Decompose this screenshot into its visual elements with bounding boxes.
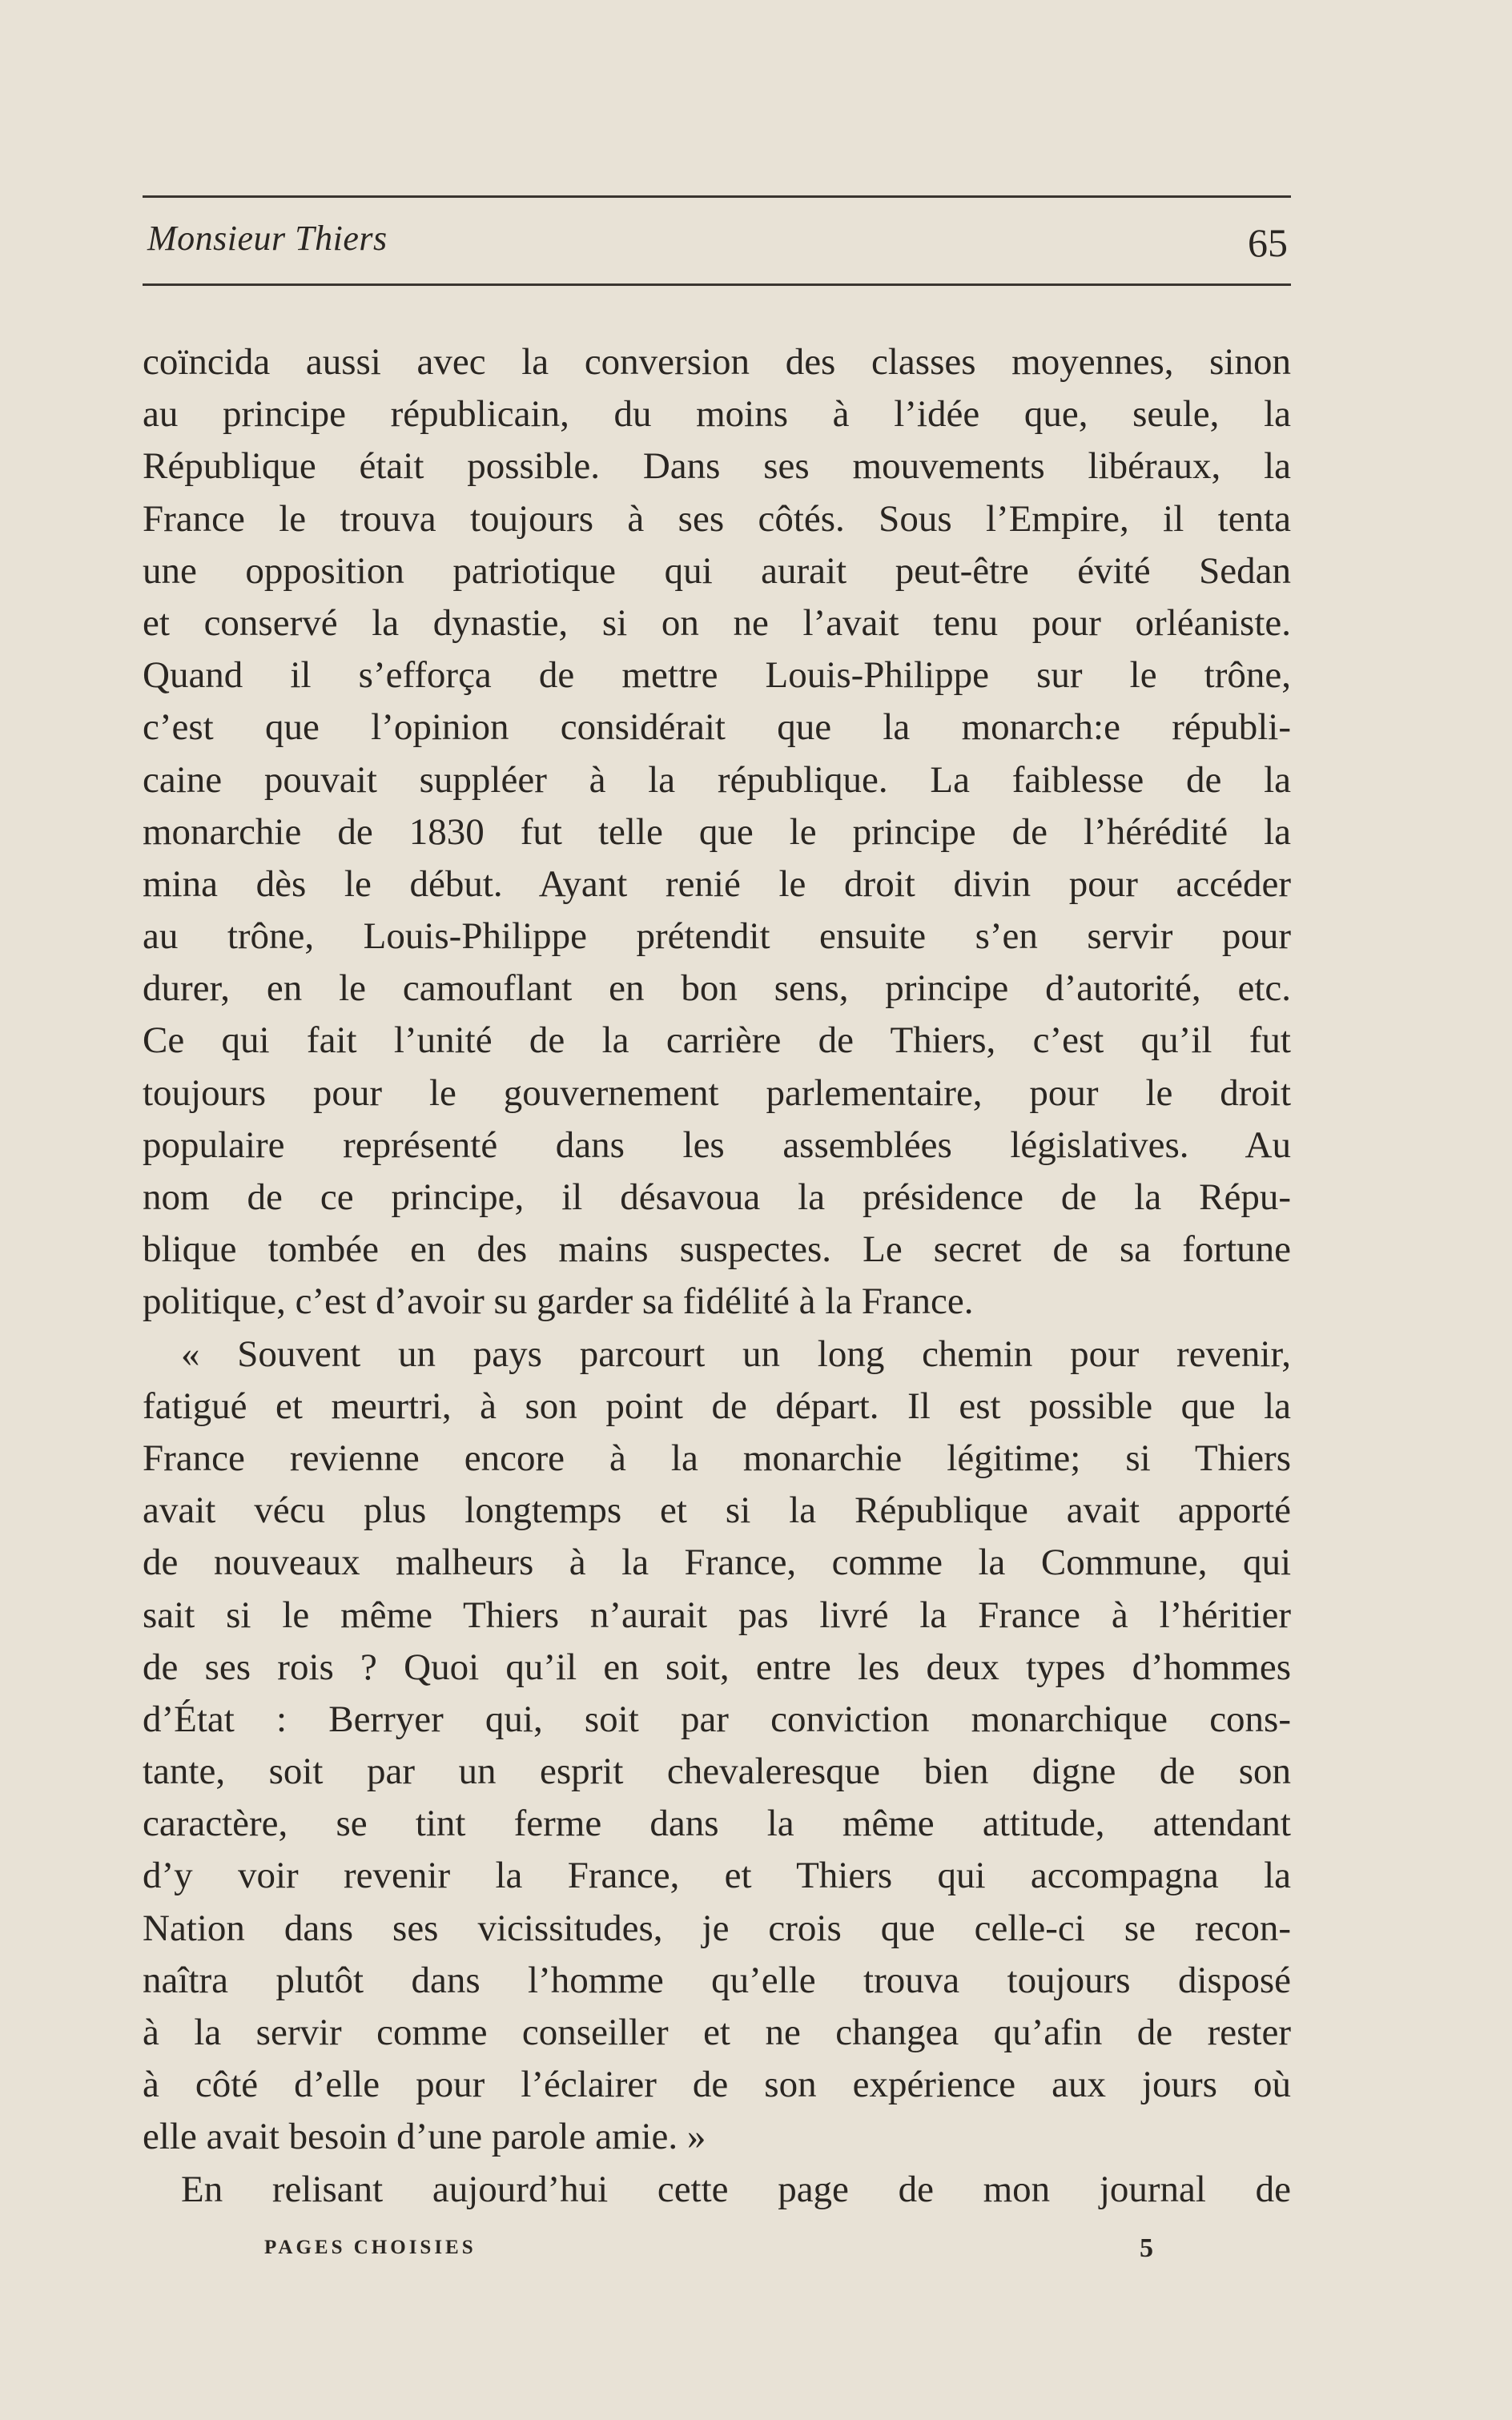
- text-line: de nouveaux malheurs à la France, comme la Commune, qui: [143, 1542, 1291, 1584]
- text-line: d’y voir revenir la France, et Thiers qui accompagna la: [143, 1855, 1291, 1897]
- text-line: elle avait besoin d’une parole amie. »: [143, 2116, 706, 2158]
- text-line: mina dès le début. Ayant renié le droit divin pour accéder: [143, 862, 1291, 905]
- signature-number: 5: [1140, 2233, 1153, 2263]
- text-line: blique tombée en des mains suspectes. Le secret de sa fortune: [143, 1228, 1291, 1271]
- text-line: caine pouvait suppléer à la république. La faiblesse de la: [143, 758, 1291, 801]
- text-line: populaire représenté dans les assemblées législatives. Au: [143, 1124, 1291, 1166]
- text-line: et conservé la dynastie, si on ne l’avait tenu pour orléaniste.: [143, 601, 1291, 644]
- body-text: [143, 336, 1291, 2216]
- text-line: naîtra plutôt dans l’homme qu’elle trouva toujours disposé: [143, 1959, 1291, 2001]
- header-top-rule: [143, 195, 1291, 198]
- text-line: coïncida aussi avec la conversion des classes moyennes, sinon: [143, 341, 1291, 383]
- text-line: En relisant aujourd’hui cette page de mon journal de: [181, 2168, 1291, 2210]
- page-footer: [264, 2233, 1153, 2277]
- text-line: République était possible. Dans ses mouvements libéraux, la: [143, 445, 1291, 488]
- header-bottom-rule: [143, 283, 1291, 286]
- text-line: Quand il s’efforça de mettre Louis-Philippe sur le trône,: [143, 654, 1291, 697]
- text-line: fatigué et meurtri, à son point de départ. Il est possible que la: [143, 1385, 1291, 1427]
- text-line: France revienne encore à la monarchie légitime; si Thiers: [143, 1437, 1291, 1479]
- text-line: à la servir comme conseiller et ne changea qu’afin de rester: [143, 2012, 1291, 2053]
- text-line: au principe républicain, du moins à l’idée que, seule, la: [143, 393, 1291, 436]
- text-line: toujours pour le gouvernement parlementaire, pour le droit: [143, 1071, 1291, 1114]
- text-line: à côté d’elle pour l’éclairer de son expérience aux jours où: [143, 2064, 1291, 2106]
- text-line: politique, c’est d’avoir su garder sa fidélité à la France.: [143, 1280, 974, 1323]
- page-number: 65: [1248, 220, 1288, 265]
- text-line: monarchie de 1830 fut telle que le principe de l’hérédité la: [143, 810, 1291, 853]
- text-line: sait si le même Thiers n’aurait pas livré la France à l’héritier: [143, 1594, 1291, 1636]
- text-line: durer, en le camouflant en bon sens, principe d’autorité, etc.: [143, 967, 1291, 1010]
- text-line: de ses rois ? Quoi qu’il en soit, entre les deux types d’hommes: [143, 1646, 1291, 1688]
- text-line: Nation dans ses vicissitudes, je crois que celle-ci se recon-: [143, 1907, 1291, 1949]
- text-line: au trône, Louis-Philippe prétendit ensuite s’en servir pour: [143, 915, 1291, 958]
- text-line: Ce qui fait l’unité de la carrière de Thiers, c’est qu’il fut: [143, 1019, 1291, 1062]
- text-line: une opposition patriotique qui aurait peut-être évité Sedan: [143, 549, 1291, 592]
- text-line: nom de ce principe, il désavoua la présidence de la Répu-: [143, 1176, 1291, 1218]
- text-line: d’État : Berryer qui, soit par conviction monarchique cons-: [143, 1698, 1291, 1740]
- text-line: France le trouva toujours à ses côtés. Sous l’Empire, il tenta: [143, 497, 1291, 540]
- signature-label: PAGES CHOISIES: [264, 2237, 477, 2258]
- running-header: [143, 195, 1291, 291]
- text-line: « Souvent un pays parcourt un long chemin pour revenir,: [181, 1333, 1291, 1375]
- text-line: avait vécu plus longtemps et si la République avait apporté: [143, 1489, 1291, 1532]
- text-line: c’est que l’opinion considérait que la monarch:e républi-: [143, 706, 1291, 749]
- text-line: caractère, se tint ferme dans la même attitude, attendant: [143, 1803, 1291, 1845]
- running-title: Monsieur Thiers: [147, 219, 388, 258]
- text-line: tante, soit par un esprit chevaleresque bien digne de son: [143, 1751, 1291, 1793]
